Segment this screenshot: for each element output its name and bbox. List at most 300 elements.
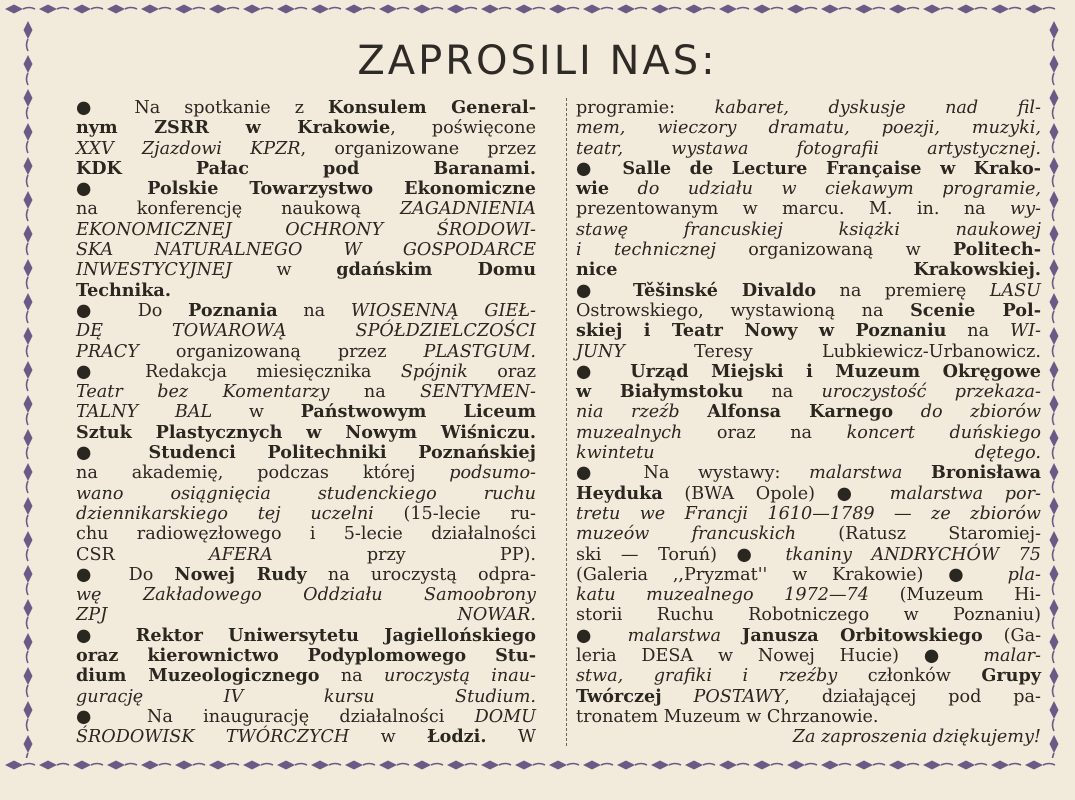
text-line (76, 240, 536, 260)
ornament-swash (907, 764, 919, 766)
text-run: , działającej pod pa- (784, 686, 1041, 707)
text-line (76, 220, 536, 240)
text-run: ● (576, 462, 644, 484)
ornament-diamond (24, 89, 33, 107)
text-run: Na wystawy: (643, 463, 810, 484)
ornament-swash (703, 8, 715, 10)
text-run: w (212, 402, 301, 423)
ornament-swash (159, 764, 171, 766)
text-run: Nowej Rudy (174, 563, 307, 585)
text-run: teatr, wystawa fotografii artystycznej. (576, 138, 1041, 159)
text-line (76, 321, 536, 341)
ornament-swash (1053, 447, 1055, 459)
text-run: malarstwa (627, 625, 722, 646)
text-run: Salle de Lecture Française w Krako- (622, 157, 1041, 179)
text-line (576, 402, 1041, 422)
ornament-swash (941, 764, 953, 766)
text-line (576, 423, 1041, 443)
text-run: ● (576, 279, 634, 301)
ornament-swash (1053, 617, 1055, 629)
ornament-diamond (821, 761, 839, 770)
ornament-swash (839, 764, 851, 766)
ornament-swash (329, 764, 341, 766)
text-run: na premierę (816, 280, 990, 301)
text-run: KDK Pałac pod Baranami. (76, 157, 536, 179)
ornament-swash (873, 764, 885, 766)
text-run: członków (837, 666, 982, 687)
text-line (76, 159, 536, 179)
ornament-swash (27, 209, 29, 221)
text-line (76, 585, 536, 605)
text-run: Janusza Orbitowskiego (742, 624, 983, 646)
ornament-diamond (141, 761, 159, 770)
text-run: (15-lecie ru- (373, 503, 537, 524)
ornament-diamond (1050, 565, 1059, 583)
text-run: ● (76, 178, 148, 200)
ornament-swash (771, 764, 783, 766)
text-run: Do (128, 564, 175, 585)
ornament-swash (805, 764, 817, 766)
ornament-diamond (39, 5, 57, 14)
ornament-swash (27, 413, 29, 425)
ornament-swash (125, 764, 137, 766)
ornament-swash (27, 719, 29, 731)
ornament-diamond (1050, 259, 1059, 277)
ornament-diamond (447, 761, 465, 770)
ornament-diamond (855, 5, 873, 14)
left-column (76, 98, 536, 748)
text-run: ● (576, 157, 623, 179)
ornament-diamond (583, 5, 601, 14)
text-run: i technicznej (576, 240, 716, 261)
text-run: Heyduka (576, 482, 663, 504)
text-run: Bronisława (931, 462, 1041, 484)
ornament-swash (567, 764, 579, 766)
ornament-diamond (1050, 123, 1059, 141)
text-line (76, 707, 536, 727)
text-run: wę Zakładowego Oddziału Samoobrony (76, 585, 536, 606)
text-line (76, 118, 536, 138)
text-line (576, 260, 1041, 280)
ornament-swash (1043, 764, 1055, 766)
ornament-swash (27, 515, 29, 527)
text-run: AFERA (208, 544, 273, 565)
closing-thanks: Za zaproszenia dziękujemy! (792, 727, 1041, 748)
ornament-swash (635, 764, 647, 766)
ornament-diamond (481, 761, 499, 770)
right-column (576, 98, 1041, 748)
text-run: Studenci Politechniki Poznańskiej (148, 442, 536, 464)
text-line (576, 524, 1041, 544)
ornament-diamond (107, 5, 125, 14)
ornament-diamond (107, 761, 125, 770)
text-line (76, 179, 536, 199)
ornament-swash (1053, 175, 1055, 187)
ornament-swash (27, 617, 29, 629)
ornament-swash (1053, 107, 1055, 119)
text-run: Sztuk Plastycznych w Nowym Wiśniczu. (76, 421, 536, 443)
text-run: DOMU (474, 706, 536, 727)
text-run: (Ga- (982, 625, 1042, 646)
text-run: mem, wieczory dramatu, poezji, muzyki, (576, 118, 1041, 139)
ornament-swash (193, 8, 205, 10)
text-run: (Ratusz Staromiej- (796, 524, 1041, 545)
text-run: PRACY (76, 341, 139, 362)
text-line (576, 321, 1041, 341)
text-line (76, 626, 536, 646)
ornament-swash (669, 8, 681, 10)
text-line (576, 687, 1041, 707)
text-run: , poświęcone (390, 118, 536, 139)
ornament-diamond (24, 123, 33, 141)
text-run: Konsulem General- (327, 97, 536, 118)
ornamental-border-right (1046, 18, 1062, 758)
ornament-diamond (617, 5, 635, 14)
ornament-diamond (1025, 761, 1043, 770)
ornament-diamond (24, 599, 33, 617)
ornament-swash (23, 8, 35, 10)
text-run: WIOSENNĄ GIEŁ- (350, 300, 536, 321)
text-run: w (349, 727, 428, 748)
text-line (576, 199, 1041, 219)
text-line (76, 362, 536, 382)
ornament-swash (193, 764, 205, 766)
text-run: Polskie Towarzystwo Ekonomiczne (147, 178, 537, 200)
ornament-diamond (277, 5, 295, 14)
ornament-diamond (617, 761, 635, 770)
ornament-swash (431, 764, 443, 766)
text-run: CSR (76, 544, 209, 565)
column-divider (566, 98, 567, 746)
text-run: ● (76, 563, 129, 585)
ornament-swash (771, 8, 783, 10)
text-line (576, 545, 1041, 565)
text-run: Redakcja miesięcznika (145, 361, 401, 382)
text-line (76, 260, 536, 280)
text-line (76, 565, 536, 585)
ornament-diamond (515, 761, 533, 770)
text-run: Technika. (76, 279, 171, 301)
ornament-swash (465, 764, 477, 766)
ornament-swash (1009, 8, 1021, 10)
ornament-swash (703, 764, 715, 766)
ornament-swash (1053, 277, 1055, 289)
text-line (76, 423, 536, 443)
ornament-swash (1043, 8, 1055, 10)
text-run: Poznania (188, 299, 278, 321)
text-run: Rektor Uniwersytetu Jagiellońskiego (135, 624, 536, 646)
text-line (576, 281, 1041, 301)
text-line (76, 281, 536, 301)
ornament-swash (27, 277, 29, 289)
text-line (576, 504, 1041, 524)
text-line (576, 118, 1041, 138)
ornament-diamond (24, 157, 33, 175)
text-run: Politech- (953, 239, 1042, 261)
ornament-diamond (787, 761, 805, 770)
ornament-diamond (413, 5, 431, 14)
text-run: leria DESA w Nowej Hucie) ● (576, 646, 984, 667)
ornament-diamond (24, 667, 33, 685)
ornament-swash (91, 764, 103, 766)
text-run: programie: (576, 98, 715, 118)
text-run: chu radiowęzłowego i 5-lecie działalności (76, 524, 536, 545)
ornament-diamond (991, 5, 1009, 14)
ornament-swash (1009, 764, 1021, 766)
ornament-diamond (24, 463, 33, 481)
text-run: Twórczej (576, 685, 662, 707)
text-run (902, 463, 931, 483)
ornament-diamond (24, 531, 33, 549)
ornament-swash (567, 8, 579, 10)
text-run: ● (76, 442, 149, 464)
text-line (76, 98, 536, 118)
ornament-swash (295, 764, 307, 766)
text-run: w Białymstoku (576, 381, 744, 403)
text-run: muzeów francuskich (576, 524, 797, 545)
ornament-diamond (24, 701, 33, 719)
ornament-swash (1053, 243, 1055, 255)
ornament-swash (27, 651, 29, 663)
text-line (76, 402, 536, 422)
ornament-diamond (651, 761, 669, 770)
ornament-diamond (1050, 667, 1059, 685)
ornament-swash (1053, 413, 1055, 425)
text-run: JUNY (576, 341, 625, 362)
ornament-diamond (1050, 735, 1059, 753)
text-line (576, 666, 1041, 686)
ornament-swash (465, 8, 477, 10)
ornament-diamond (209, 761, 227, 770)
ornament-swash (1053, 651, 1055, 663)
ornament-diamond (889, 5, 907, 14)
ornament-swash (261, 8, 273, 10)
ornament-diamond (24, 633, 33, 651)
ornament-diamond (583, 761, 601, 770)
text-run: DĘ TOWAROWĄ SPÓŁDZIELCZOŚCI (76, 321, 536, 342)
ornament-swash (1053, 515, 1055, 527)
ornament-diamond (277, 761, 295, 770)
ornament-diamond (991, 761, 1009, 770)
ornament-swash (635, 8, 647, 10)
ornament-swash (27, 549, 29, 561)
ornament-swash (159, 8, 171, 10)
text-run: skiej i Teatr Nowy w Poznaniu (576, 320, 947, 342)
text-line (576, 484, 1041, 504)
text-run: ZAGADNIENIA (399, 199, 536, 220)
ornament-swash (1053, 209, 1055, 221)
text-run: tronatem Muzeum w Chrzanowie. (576, 706, 879, 727)
text-line (76, 545, 536, 565)
ornament-diamond (1050, 327, 1059, 345)
text-run: na (277, 300, 351, 321)
ornament-diamond (311, 5, 329, 14)
ornament-diamond (923, 5, 941, 14)
ornament-diamond (753, 5, 771, 14)
text-line (76, 666, 536, 686)
ornament-diamond (379, 761, 397, 770)
ornament-diamond (379, 5, 397, 14)
text-run: tkaniny ANDRYCHÓW 75 (785, 544, 1041, 565)
ornament-diamond (24, 361, 33, 379)
ornament-diamond (1050, 191, 1059, 209)
ornament-swash (1053, 141, 1055, 153)
ornament-swash (533, 764, 545, 766)
ornament-diamond (1050, 21, 1059, 39)
ornament-swash (27, 175, 29, 187)
ornament-swash (737, 8, 749, 10)
text-line (76, 199, 536, 219)
text-line (576, 342, 1041, 362)
ornament-diamond (855, 761, 873, 770)
ornament-diamond (24, 327, 33, 345)
ornament-diamond (243, 5, 261, 14)
ornament-swash (873, 8, 885, 10)
text-line (576, 605, 1041, 625)
text-line (76, 484, 536, 504)
text-line (576, 139, 1041, 159)
ornament-swash (227, 8, 239, 10)
ornament-swash (975, 8, 987, 10)
ornament-diamond (24, 429, 33, 447)
ornament-diamond (175, 5, 193, 14)
text-run: muzealnych (576, 422, 683, 443)
text-run: stawę francuskiej książki naukowej (576, 219, 1041, 240)
text-run: kabaret, dyskusje nad fil- (714, 98, 1041, 118)
ornament-swash (57, 8, 69, 10)
ornament-swash (1053, 481, 1055, 493)
text-run: dziennikarskiego tej uczelni (76, 503, 374, 524)
text-run: kwintetu dętego. (576, 443, 1041, 464)
ornament-diamond (345, 761, 363, 770)
text-run: ZPJ NOWAR. (76, 605, 536, 626)
text-line (76, 139, 536, 159)
ornament-swash (27, 345, 29, 357)
ornament-swash (601, 8, 613, 10)
text-run: do zbiorów (920, 402, 1042, 423)
ornament-swash (1053, 719, 1055, 731)
ornament-swash (975, 764, 987, 766)
ornament-diamond (549, 761, 567, 770)
ornament-diamond (1050, 701, 1059, 719)
text-run: na akademię, podczas której (76, 463, 450, 484)
text-run: oraz kierownictwo Podyplomowego Stu- (76, 645, 536, 667)
text-run: storii Ruchu Robotniczego w Poznaniu) (576, 605, 1041, 626)
text-line (576, 240, 1041, 260)
ornament-swash (27, 753, 29, 758)
text-run: Na spotkanie z (134, 98, 328, 118)
text-run: do udziału w ciekawym programie, (637, 179, 1041, 200)
ornament-swash (261, 764, 273, 766)
text-run: gurację IV kursu Studium. (76, 686, 536, 707)
ornament-diamond (24, 191, 33, 209)
text-run: oraz na (682, 422, 847, 443)
ornament-diamond (73, 5, 91, 14)
ornament-diamond (787, 5, 805, 14)
ornament-diamond (24, 259, 33, 277)
text-run: na (743, 382, 822, 403)
ornament-diamond (821, 5, 839, 14)
ornamental-border-top (0, 2, 1075, 16)
text-run (609, 179, 638, 199)
text-run: dium Muzeologicznego (76, 665, 320, 687)
text-run: na (319, 666, 384, 687)
text-run: EKONOMICZNEJ OCHRONY ŚRODOWI- (76, 219, 536, 240)
text-run: stwa, grafiki i rzeźby (576, 666, 838, 687)
ornament-diamond (1025, 5, 1043, 14)
text-run: Łodzi. (427, 726, 487, 748)
ornament-swash (1053, 549, 1055, 561)
ornament-swash (227, 764, 239, 766)
ornament-swash (27, 243, 29, 255)
ornament-diamond (685, 5, 703, 14)
ornament-swash (1053, 345, 1055, 357)
ornament-diamond (1050, 429, 1059, 447)
text-run: Do (137, 300, 189, 321)
ornament-swash (1053, 379, 1055, 391)
text-run: wano osiągnięcia studenckiego ruchu (76, 483, 536, 504)
ornament-diamond (5, 5, 23, 14)
ornament-diamond (1050, 361, 1059, 379)
text-run: Na inaugurację działalności (146, 706, 475, 727)
text-line (76, 382, 536, 402)
ornament-swash (27, 447, 29, 459)
text-run: , organizowane przez (300, 138, 536, 159)
text-line (576, 646, 1041, 666)
text-line (576, 382, 1041, 402)
ornament-swash (1053, 753, 1055, 758)
text-run (680, 402, 708, 422)
text-run: SENTYMEN- (420, 382, 536, 403)
ornament-diamond (923, 761, 941, 770)
text-run: (Muzeum Hi- (868, 585, 1041, 606)
text-run: ski — Toruń) ● (576, 544, 786, 565)
ornament-swash (329, 8, 341, 10)
text-run: oraz (467, 361, 537, 382)
ornament-diamond (889, 761, 907, 770)
text-line (76, 342, 536, 362)
ornament-diamond (719, 761, 737, 770)
ornament-swash (431, 8, 443, 10)
text-run: POSTAWY (693, 686, 785, 707)
ornament-swash (125, 8, 137, 10)
ornament-swash (27, 107, 29, 119)
ornament-swash (499, 764, 511, 766)
text-run: uroczystość przekaza- (821, 382, 1041, 403)
page-title: ZAPROSILI NAS: (357, 38, 718, 84)
text-run: na uroczystą odpra- (306, 564, 536, 585)
text-run: na konferencję naukową (76, 199, 400, 220)
text-run: organizowaną przez (138, 341, 424, 362)
ornament-diamond (1050, 599, 1059, 617)
ornament-swash (601, 764, 613, 766)
text-run: XXV Zjazdowi KPZR (76, 138, 301, 159)
ornament-diamond (24, 395, 33, 413)
ornament-diamond (1050, 497, 1059, 515)
ornament-swash (1053, 311, 1055, 323)
ornamental-border-left (20, 18, 36, 758)
text-run: organizowaną w (715, 240, 954, 261)
text-run: WI- (1010, 321, 1041, 342)
text-line (76, 524, 536, 544)
text-run: Teatr bez Komentarzy (76, 382, 330, 403)
text-line (76, 504, 536, 524)
ornament-swash (363, 8, 375, 10)
text-run: Państwowym Liceum (300, 401, 536, 423)
text-line (76, 646, 536, 666)
text-run: uroczystą inau- (383, 666, 536, 687)
text-run: LASU (989, 280, 1041, 301)
